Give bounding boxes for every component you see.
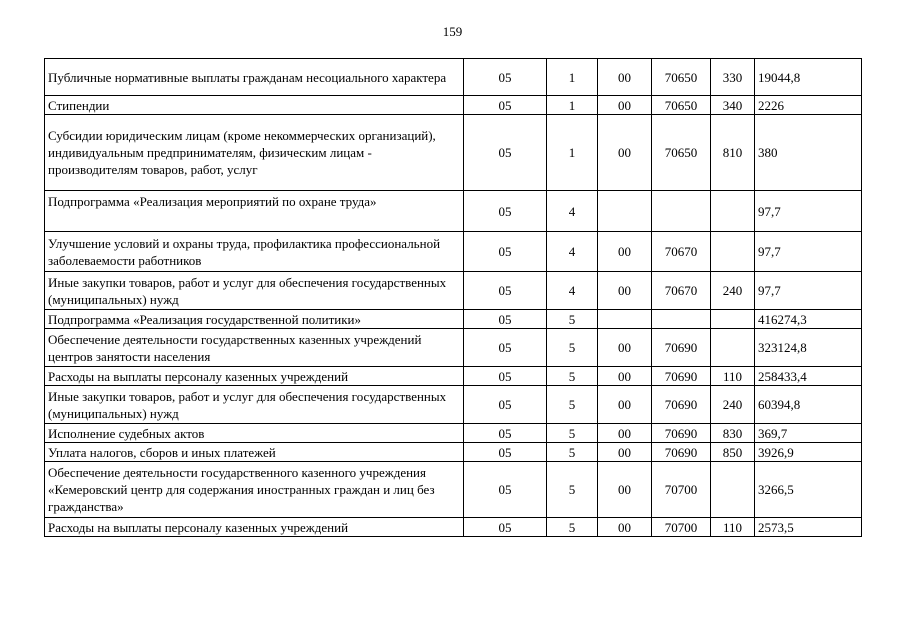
- cell-program: 00: [598, 232, 652, 272]
- cell-target-item: 70650: [652, 96, 711, 115]
- cell-section: 05: [464, 386, 547, 424]
- cell-subsection: 1: [547, 96, 598, 115]
- table-row: [45, 59, 862, 96]
- cell-target-item: 70690: [652, 386, 711, 424]
- cell-target-item: [652, 191, 711, 232]
- cell-name: Расходы на выплаты персоналу казенных учреждений: [45, 518, 464, 537]
- cell-subsection: 5: [547, 329, 598, 367]
- cell-program: 00: [598, 59, 652, 96]
- cell-section: 05: [464, 191, 547, 232]
- cell-amount: 416274,3: [755, 310, 862, 329]
- cell-expense-type: [711, 462, 755, 518]
- cell-subsection: 4: [547, 232, 598, 272]
- cell-subsection: 1: [547, 59, 598, 96]
- cell-amount: 2226: [755, 96, 862, 115]
- cell-target-item: 70650: [652, 59, 711, 96]
- cell-target-item: 70700: [652, 518, 711, 537]
- cell-amount: 3266,5: [755, 462, 862, 518]
- cell-subsection: 5: [547, 367, 598, 386]
- cell-section: 05: [464, 367, 547, 386]
- cell-target-item: 70690: [652, 367, 711, 386]
- cell-target-item: 70690: [652, 329, 711, 367]
- cell-program: 00: [598, 329, 652, 367]
- cell-expense-type: 330: [711, 59, 755, 96]
- cell-name: Субсидии юридическим лицам (кроме некоммерческих организаций), индивидуальным предпринимателям, физическим лицам - производителям товаров, работ, услуг: [45, 115, 464, 191]
- table-row: [45, 386, 862, 424]
- cell-program: 00: [598, 424, 652, 443]
- cell-expense-type: [711, 191, 755, 232]
- cell-section: 05: [464, 310, 547, 329]
- page-number: 159: [442, 24, 463, 39]
- cell-subsection: 5: [547, 310, 598, 329]
- table-row: [45, 518, 862, 537]
- cell-program: 00: [598, 462, 652, 518]
- table-row: [45, 96, 862, 115]
- table-row: [45, 424, 862, 443]
- cell-expense-type: 240: [711, 272, 755, 310]
- cell-expense-type: 830: [711, 424, 755, 443]
- cell-subsection: 1: [547, 115, 598, 191]
- budget-table: [44, 58, 862, 537]
- cell-amount: 380: [755, 115, 862, 191]
- cell-name: Улучшение условий и охраны труда, профилактика профессиональной заболеваемости работников: [45, 232, 464, 272]
- table-row: [45, 367, 862, 386]
- cell-target-item: 70690: [652, 424, 711, 443]
- table-row: [45, 272, 862, 310]
- cell-name: Исполнение судебных актов: [45, 424, 464, 443]
- cell-subsection: 5: [547, 443, 598, 462]
- cell-name: Стипендии: [45, 96, 464, 115]
- cell-program: [598, 191, 652, 232]
- cell-target-item: 70670: [652, 232, 711, 272]
- cell-name: Иные закупки товаров, работ и услуг для обеспечения государственных (муниципальных) нужд: [45, 272, 464, 310]
- cell-section: 05: [464, 518, 547, 537]
- table-row: [45, 443, 862, 462]
- cell-amount: 19044,8: [755, 59, 862, 96]
- cell-program: 00: [598, 272, 652, 310]
- cell-amount: 3926,9: [755, 443, 862, 462]
- cell-target-item: 70650: [652, 115, 711, 191]
- cell-name: Подпрограмма «Реализация мероприятий по охране труда»: [45, 191, 464, 232]
- cell-program: [598, 310, 652, 329]
- cell-section: 05: [464, 272, 547, 310]
- cell-section: 05: [464, 443, 547, 462]
- cell-amount: 2573,5: [755, 518, 862, 537]
- cell-amount: 369,7: [755, 424, 862, 443]
- cell-section: 05: [464, 96, 547, 115]
- table-row: [45, 232, 862, 272]
- cell-name: Подпрограмма «Реализация государственной политики»: [45, 310, 464, 329]
- cell-subsection: 5: [547, 386, 598, 424]
- cell-section: 05: [464, 232, 547, 272]
- cell-expense-type: 110: [711, 367, 755, 386]
- table-row: [45, 462, 862, 518]
- cell-amount: 97,7: [755, 232, 862, 272]
- cell-subsection: 5: [547, 462, 598, 518]
- cell-subsection: 4: [547, 272, 598, 310]
- cell-amount: 60394,8: [755, 386, 862, 424]
- cell-target-item: 70700: [652, 462, 711, 518]
- cell-section: 05: [464, 462, 547, 518]
- cell-expense-type: 340: [711, 96, 755, 115]
- cell-amount: 97,7: [755, 191, 862, 232]
- cell-name: Расходы на выплаты персоналу казенных учреждений: [45, 367, 464, 386]
- cell-expense-type: 110: [711, 518, 755, 537]
- cell-program: 00: [598, 367, 652, 386]
- cell-program: 00: [598, 386, 652, 424]
- cell-target-item: 70690: [652, 443, 711, 462]
- cell-subsection: 4: [547, 191, 598, 232]
- cell-program: 00: [598, 518, 652, 537]
- cell-section: 05: [464, 115, 547, 191]
- cell-subsection: 5: [547, 518, 598, 537]
- cell-target-item: 70670: [652, 272, 711, 310]
- cell-expense-type: 240: [711, 386, 755, 424]
- cell-name: Уплата налогов, сборов и иных платежей: [45, 443, 464, 462]
- cell-target-item: [652, 310, 711, 329]
- cell-amount: 258433,4: [755, 367, 862, 386]
- cell-section: 05: [464, 59, 547, 96]
- table-row: [45, 329, 862, 367]
- cell-expense-type: 850: [711, 443, 755, 462]
- cell-section: 05: [464, 424, 547, 443]
- cell-amount: 97,7: [755, 272, 862, 310]
- cell-expense-type: [711, 310, 755, 329]
- cell-subsection: 5: [547, 424, 598, 443]
- cell-name: Иные закупки товаров, работ и услуг для обеспечения государственных (муниципальных) нужд: [45, 386, 464, 424]
- cell-program: 00: [598, 96, 652, 115]
- cell-program: 00: [598, 115, 652, 191]
- cell-program: 00: [598, 443, 652, 462]
- table-row: [45, 191, 862, 232]
- cell-expense-type: 810: [711, 115, 755, 191]
- table-row: [45, 310, 862, 329]
- table-row: [45, 115, 862, 191]
- cell-amount: 323124,8: [755, 329, 862, 367]
- cell-name: Обеспечение деятельности государственного казенного учреждения «Кемеровский центр для содержания иностранных граждан и лиц без гражданства»: [45, 462, 464, 518]
- cell-expense-type: [711, 329, 755, 367]
- cell-name: Публичные нормативные выплаты гражданам несоциального характера: [45, 59, 464, 96]
- cell-expense-type: [711, 232, 755, 272]
- cell-name: Обеспечение деятельности государственных казенных учреждений центров занятости населения: [45, 329, 464, 367]
- cell-section: 05: [464, 329, 547, 367]
